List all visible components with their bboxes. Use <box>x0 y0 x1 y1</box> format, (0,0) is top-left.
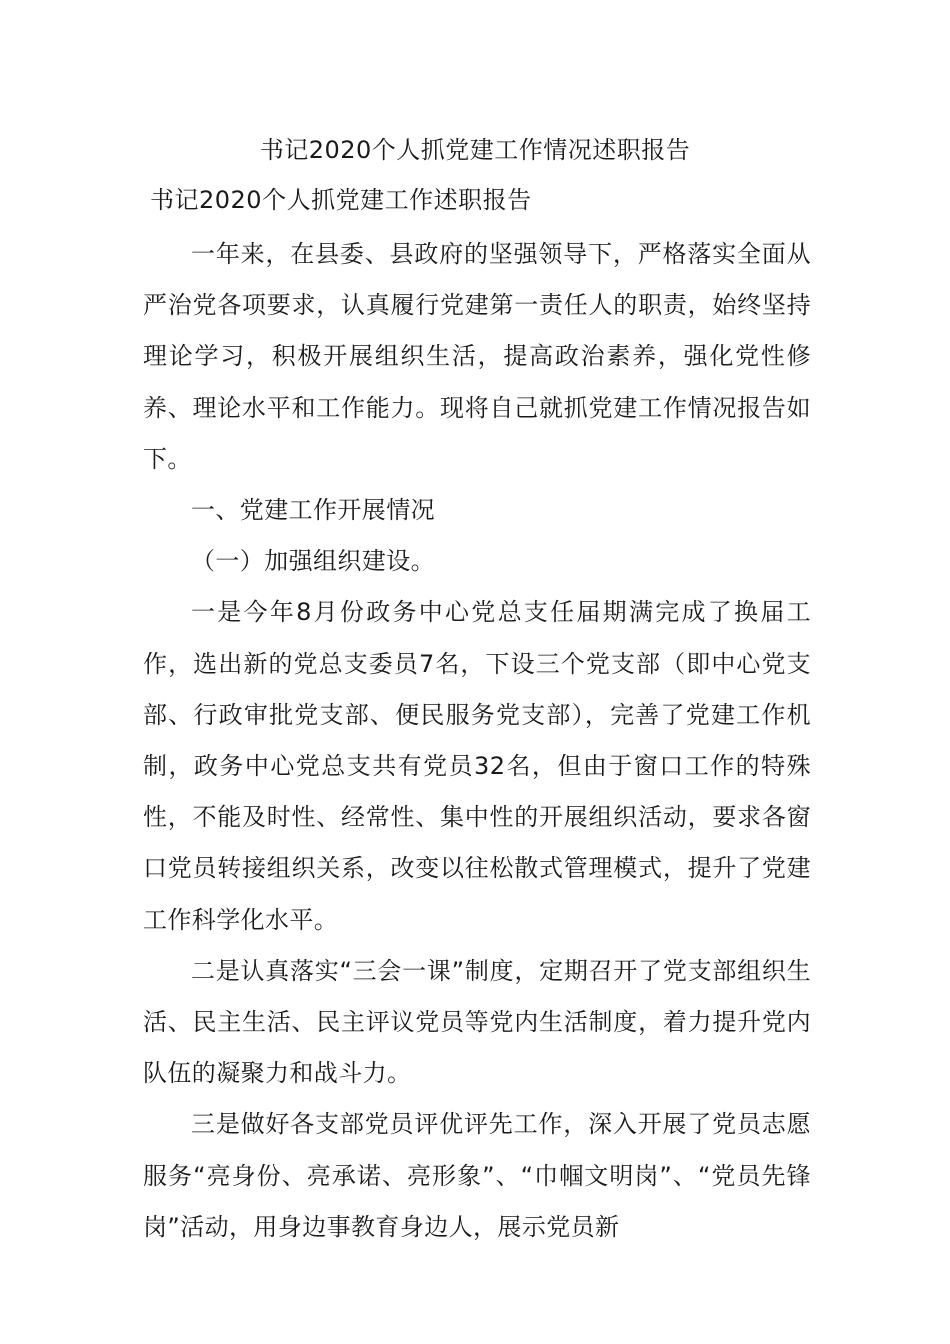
document-title: 书记2020个人抓党建工作情况述职报告 <box>259 136 691 164</box>
document-body <box>143 229 811 1253</box>
paragraph-point-one: 一是今年8月份政务中心党总支任届期满完成了换届工作，选出新的党总支委员7名，下设三个党支部（即中心党支部、行政审批党支部、便民服务党支部），完善了党建工作机制，政务中心党总支共有党员32名，但由于窗口工作的特殊性，不能及时性、经常性、集中性的开展组织活动，要求各窗口党员转接组织关系，改变以往松散式管理模式，提升了党建工作科学化水平。 <box>143 598 811 934</box>
section-heading: 一、党建工作开展情况 <box>191 496 435 525</box>
subsection-heading: （一）加强组织建设。 <box>191 547 435 576</box>
paragraph-intro: 一年来，在县委、县政府的坚强领导下，严格落实全面从严治党各项要求，认真履行党建第一责任人的职责，始终坚持理论学习，积极开展组织生活，提高政治素养，强化党性修养、理论水平和工作能力。现将自己就抓党建工作情况报告如下。 <box>143 240 811 473</box>
paragraph-point-two: 二是认真落实“三会一课”制度，定期召开了党支部组织生活、民主生活、民主评议党员等党内生活制度，着力提升党内队伍的凝聚力和战斗力。 <box>143 956 811 1088</box>
document-subtitle: 书记2020个人抓党建工作述职报告 <box>150 186 532 214</box>
paragraph-point-three: 三是做好各支部党员评优评先工作，深入开展了党员志愿服务“亮身份、亮承诺、亮形象”、“巾帼文明岗”、“党员先锋岗”活动，用身边事教育身边人，展示党员新 <box>143 1110 811 1241</box>
